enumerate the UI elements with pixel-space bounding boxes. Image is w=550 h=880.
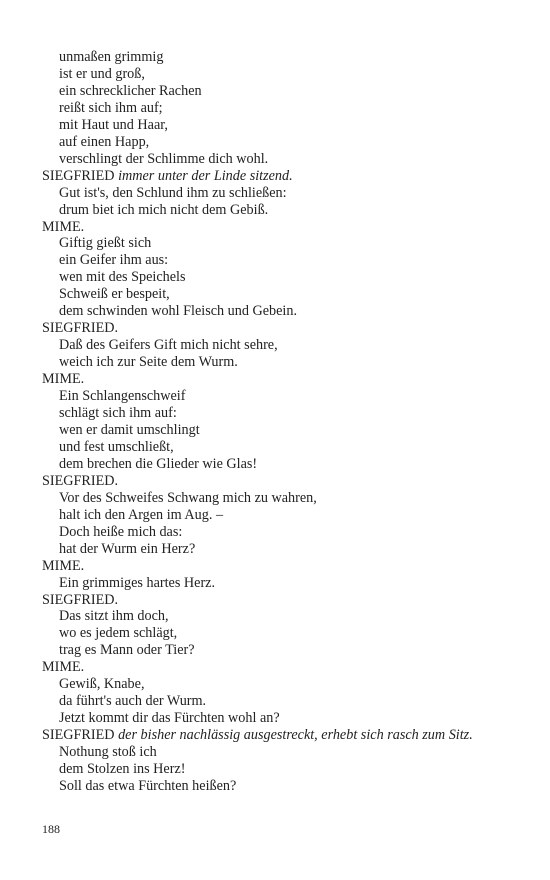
verse-line: Das sitzt ihm doch, — [59, 608, 169, 625]
speaker-line — [42, 558, 492, 575]
speaker-name: MIME. — [42, 371, 85, 388]
verse-line: ist er und groß, — [59, 65, 145, 82]
speaker-name: MIME. — [42, 557, 85, 574]
verse-line: Gewiß, Knabe, — [59, 676, 145, 693]
speaker-name: MIME. — [42, 659, 85, 676]
verse-line: wen er damit umschlingt — [59, 421, 200, 438]
verse-line: dem Stolzen ins Herz! — [59, 761, 186, 778]
verse-line: dem brechen die Glieder wie Glas! — [59, 455, 258, 472]
speaker-name: SIEGFRIED. — [42, 320, 119, 337]
verse-line: halt ich den Argen im Aug. – — [59, 506, 224, 523]
speaker-line — [42, 168, 492, 185]
verse-line: Giftig gießt sich — [59, 235, 152, 252]
verse-line: schlägt sich ihm auf: — [59, 405, 177, 422]
verse-line: trag es Mann oder Tier? — [59, 642, 195, 659]
script-page — [42, 49, 492, 795]
page-number: 188 — [42, 822, 60, 836]
verse-line: drum biet ich mich nicht dem Gebiß. — [59, 201, 269, 218]
speaker-line — [42, 659, 492, 676]
verse-line: da führt's auch der Wurm. — [59, 693, 207, 710]
verse-line: weich ich zur Seite dem Wurm. — [59, 354, 238, 371]
speaker-name: SIEGFRIED. — [42, 472, 119, 489]
verse-line: wen mit des Speichels — [59, 269, 186, 286]
verse-line: und fest umschließt, — [59, 438, 174, 455]
verse-line: reißt sich ihm auf; — [59, 99, 163, 116]
speaker-line — [42, 727, 492, 744]
verse-line: ein Geifer ihm aus: — [59, 252, 169, 269]
speaker-name: SIEGFRIED. — [42, 591, 119, 608]
speaker-name: MIME. — [42, 218, 85, 235]
speaker-line — [42, 219, 492, 236]
verse-line: Vor des Schweifes Schwang mich zu wahren, — [59, 489, 317, 506]
verse-line: Ein grimmiges hartes Herz. — [59, 574, 216, 591]
stage-direction: der bisher nachlässig ausgestreckt, erhebt sich rasch zum Sitz. — [118, 727, 473, 744]
stage-direction: immer unter der Linde sitzend. — [118, 167, 293, 184]
verse-line: hat der Wurm ein Herz? — [59, 540, 196, 557]
speaker-name: SIEGFRIED — [42, 727, 115, 744]
verse-line: Soll das etwa Fürchten heißen? — [59, 777, 237, 794]
verse-line: Doch heiße mich das: — [59, 523, 183, 540]
verse-line: Ein Schlangenschweif — [59, 388, 186, 405]
speaker-line — [42, 371, 492, 388]
verse-line: auf einen Happ, — [59, 133, 150, 150]
verse-line: Jetzt kommt dir das Fürchten wohl an? — [59, 710, 280, 727]
verse-line: mit Haut und Haar, — [59, 116, 168, 133]
verse-line: unmaßen grimmig — [59, 49, 164, 65]
verse-line: dem schwinden wohl Fleisch und Gebein. — [59, 303, 297, 320]
verse-line: wo es jedem schlägt, — [59, 625, 178, 642]
verse-line: ein schrecklicher Rachen — [59, 82, 202, 99]
verse-line: Gut ist's, den Schlund ihm zu schließen: — [59, 184, 287, 201]
speaker-name: SIEGFRIED — [42, 167, 115, 184]
verse-line: verschlingt der Schlimme dich wohl. — [59, 150, 269, 167]
verse-line: Schweiß er bespeit, — [59, 286, 170, 303]
speaker-line — [42, 592, 492, 609]
speaker-line — [42, 473, 492, 490]
speaker-line — [42, 320, 492, 337]
verse-line: Daß des Geifers Gift mich nicht sehre, — [59, 337, 278, 354]
verse-line: Nothung stoß ich — [59, 744, 157, 761]
